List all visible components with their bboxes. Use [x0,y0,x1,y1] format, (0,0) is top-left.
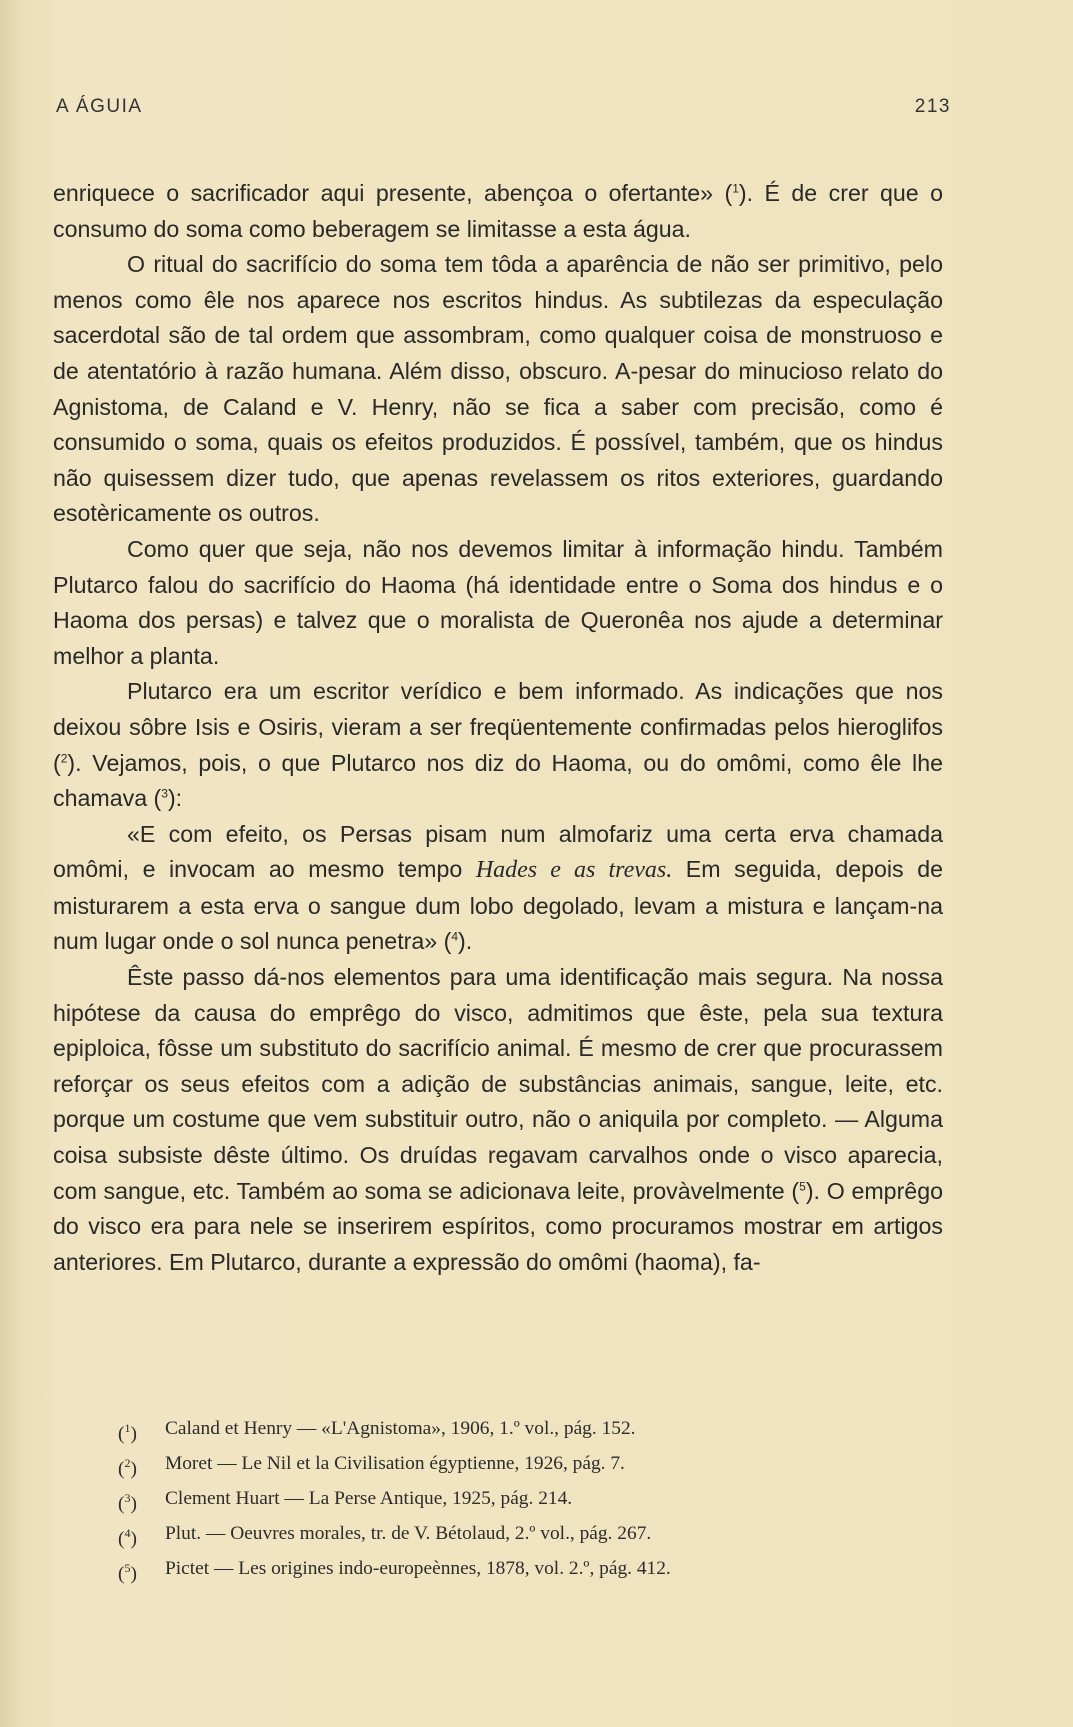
footnote-number-value: 2 [124,1455,131,1470]
footnote-text: Caland et Henry — «L'Agnistoma», 1906, 1.º vol., pág. 152. [165,1418,636,1439]
running-title: A ÁGUIA [56,96,143,117]
footnote-number: ($^3$) [118,1490,137,1515]
text-run: ). O emprêgo do visco era para nele se inserirem espíritos, como procuramos mostrar em artigos anteriores. Em Plutarco, durante a expressão do omômi (haoma), fa- [53,1177,943,1275]
footnote [118,1554,818,1589]
footnote-number: ($^2$) [118,1455,137,1480]
footnote-ref: 3 [161,786,168,801]
footnote-ref: 1 [732,181,739,196]
footnote-ref: 4 [451,929,459,944]
paragraph [53,247,943,532]
text-run: ). É de crer que o consumo do soma como beberagem se limitasse a esta água. [53,180,943,242]
footnote [118,1519,818,1554]
paragraph [53,817,943,960]
footnote [118,1449,818,1484]
text-run: Em seguida, depois de misturarem a esta erva o sangue dum lobo degolado, levam a mistura e lançam-na num lugar onde o sol nunca penetra» ( [53,856,943,955]
text-run: enriquece o sacrificador aqui presente, abençoa o ofertante» ( [53,180,733,206]
text-run: Como quer que seja, não nos devemos limitar à informação hindu. Também Plutarco falou do sacrifício do Haoma (há identidade entre o Soma dos hindus e o Haoma dos persas) e talvez que o moralista de Queronêa nos ajude a determinar melhor a planta. [53,535,943,669]
footnotes [118,1414,818,1589]
footnote [118,1484,818,1519]
footnote-text: Plut. — Oeuvres morales, tr. de V. Bétolaud, 2.º vol., pág. 267. [165,1522,652,1544]
paragraph [53,674,943,816]
text-run: Êste passo dá-nos elementos para uma identificação mais segura. Na nossa hipótese da causa do emprêgo do visco, admitimos que êste, pela sua textura epiploica, fôsse um substituto do sacrifício animal. É mesmo de crer que procurassem reforçar os seus efeitos com a adição de substâncias animais, sangue, leite, etc. porque um costume que vem substituir outro, não o aniquila por completo. — Alguma coisa subsiste dêste último. Os druídas regavam carvalhos onde o visco aparecia, com sangue, etc. Também ao soma se adicionava leite, provàvelmente ( [53,964,943,1204]
footnote-text: Pictet — Les origines indo-europeènnes, 1878, vol. 2.º, pág. 412. [165,1557,671,1579]
running-header [56,96,951,118]
text-run: Plutarco era um escritor verídico e bem informado. As indicações que nos deixou sôbre Isis e Osiris, vieram a ser freqüentemente confirmadas pelos hieroglifos ( [53,678,943,776]
page-number: 213 [914,96,951,117]
paragraph [53,176,943,247]
main-text [53,176,943,1280]
footnote [118,1414,818,1449]
italic-text: Hades e as trevas. [475,857,673,884]
footnote-text: Moret — Le Nil et la Civilisation égyptienne, 1926, pág. 7. [165,1452,625,1474]
footnote-number-value: 4 [124,1525,131,1540]
text-run: ). Vejamos, pois, o que Plutarco nos diz do Haoma, ou do omômi, como êle lhe chamava ( [53,749,943,812]
text-run: ): [167,785,183,812]
text-run: «E com efeito, os Persas pisam num almofariz uma certa erva chamada omômi, e invocam ao mesmo tempo [53,820,943,883]
footnote-number-value: 5 [124,1560,131,1575]
text-run: ). [458,928,473,955]
footnote-number: ($^5$) [118,1560,137,1585]
footnote-ref: 5 [799,1178,806,1193]
footnote-ref: 2 [60,750,68,765]
footnote-number-value: 1 [124,1421,131,1435]
paragraph [53,532,943,674]
footnote-number: ($^4$) [118,1525,137,1550]
footnote-number-value: 3 [124,1490,131,1505]
footnote-number: ($^1$) [118,1421,137,1445]
paragraph [53,960,943,1280]
footnote-text: Clement Huart — La Perse Antique, 1925, pág. 214. [165,1487,573,1509]
text-run: O ritual do sacrifício do soma tem tôda a aparência de não ser primitivo, pelo menos como êle nos aparece nos escritos hindus. As subtilezas da especulação sacerdotal são de tal ordem que assombram, como qualquer coisa de monstruoso e de atentatório à razão humana. Além disso, obscuro. A-pesar do minucioso relato do Agnistoma, de Caland e V. Henry, não se fica a saber com precisão, como é consumido o soma, quais os efeitos produzidos. É possível, também, que os hindus não quisessem dizer tudo, que apenas revelassem os ritos exteriores, guardando esotèricamente os outros. [53,251,943,527]
